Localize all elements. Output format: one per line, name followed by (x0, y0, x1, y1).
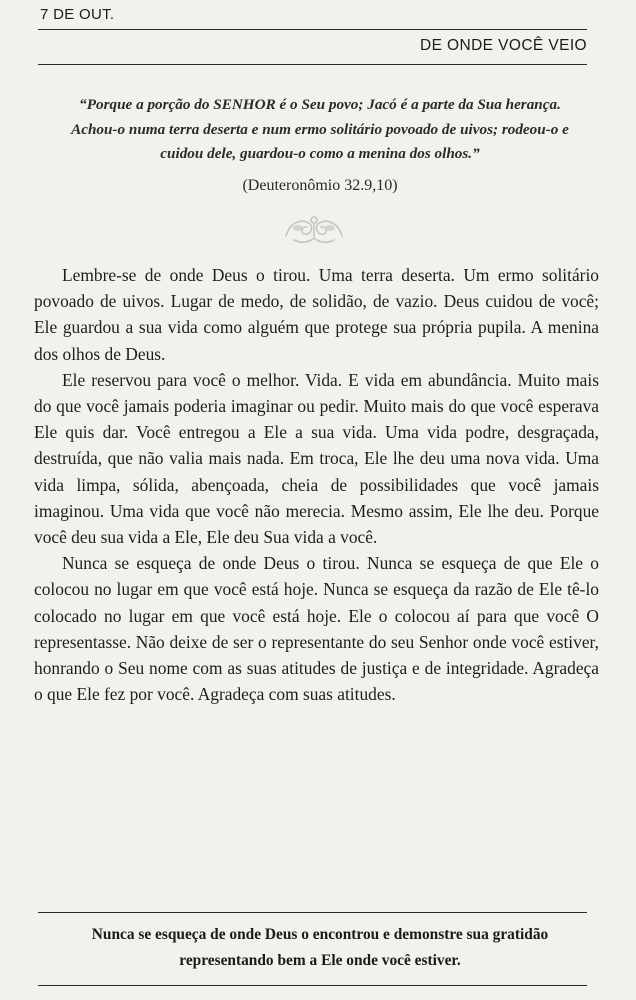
page-title: DE ONDE VOCÊ VEIO (420, 37, 587, 54)
body-paragraph: Ele reservou para você o melhor. Vida. E vida em abundância. Muito mais do que você jamais poderia imaginar ou pedir. Muito mais do que você esperava Ele quis dar. Você entregou a Ele a sua vida. Uma vida podre, desgraçada, destruída, que não valia mais nada. Em troca, Ele lhe deu uma nova vida. Uma vida limpa, sólida, abençoada, cheia de possibilidades que você jamais imaginou. Uma vida que você não merecia. Mesmo assim, Ele lhe deu. Porque você deu sua vida a Ele, Ele deu Sua vida a você. (34, 369, 599, 548)
verse-reference: (Deuteronômio 32.9,10) (242, 177, 398, 194)
footer-bottom-rule (38, 985, 587, 986)
verse-line: cuidou dele, guardou-o como a menina dos olhos.” (160, 145, 480, 162)
devotional-body (34, 262, 599, 707)
floral-ornament-icon (280, 210, 348, 248)
footer-thought (40, 922, 600, 974)
footer-line: Nunca se esqueça de onde Deus o encontrou e demonstre sua gratidão (91, 926, 549, 943)
body-paragraph: Lembre-se de onde Deus o tirou. Uma terra deserta. Um ermo solitário povoado de uivos. Lugar de medo, de solidão, de vazio. Deus cuidou de você; Ele guardou a sua vida como alguém que protege sua própria pupila. A menina dos olhos de Deus. (34, 265, 599, 364)
footer-line: representando bem a Ele onde você estiver. (179, 952, 461, 969)
header-bottom-rule (38, 64, 587, 65)
footer-top-rule (38, 912, 587, 913)
body-paragraph: Nunca se esqueça de onde Deus o tirou. Nunca se esqueça de que Ele o colocou no lugar em que você está hoje. Nunca se esqueça da razão de Ele tê-lo colocado no lugar em que você está hoje. Ele o colocou aí para que você O representasse. Não deixe de ser o representante do seu Senhor onde você estiver, honrando o Seu nome com as suas atitudes de justiça e de integridade. Agradeça o que Ele fez por você. Agradeça com suas atitudes. (34, 553, 599, 705)
header-top-rule (38, 29, 587, 30)
verse-line: “Porque a porção do SENHOR é o Seu povo; Jacó é a parte da Sua herança. (79, 96, 561, 113)
page-date: 7 DE OUT. (40, 6, 115, 23)
verse-line: Achou-o numa terra deserta e num ermo solitário povoado de uivos; rodeou-o e (71, 120, 569, 138)
bible-verse (40, 93, 600, 167)
